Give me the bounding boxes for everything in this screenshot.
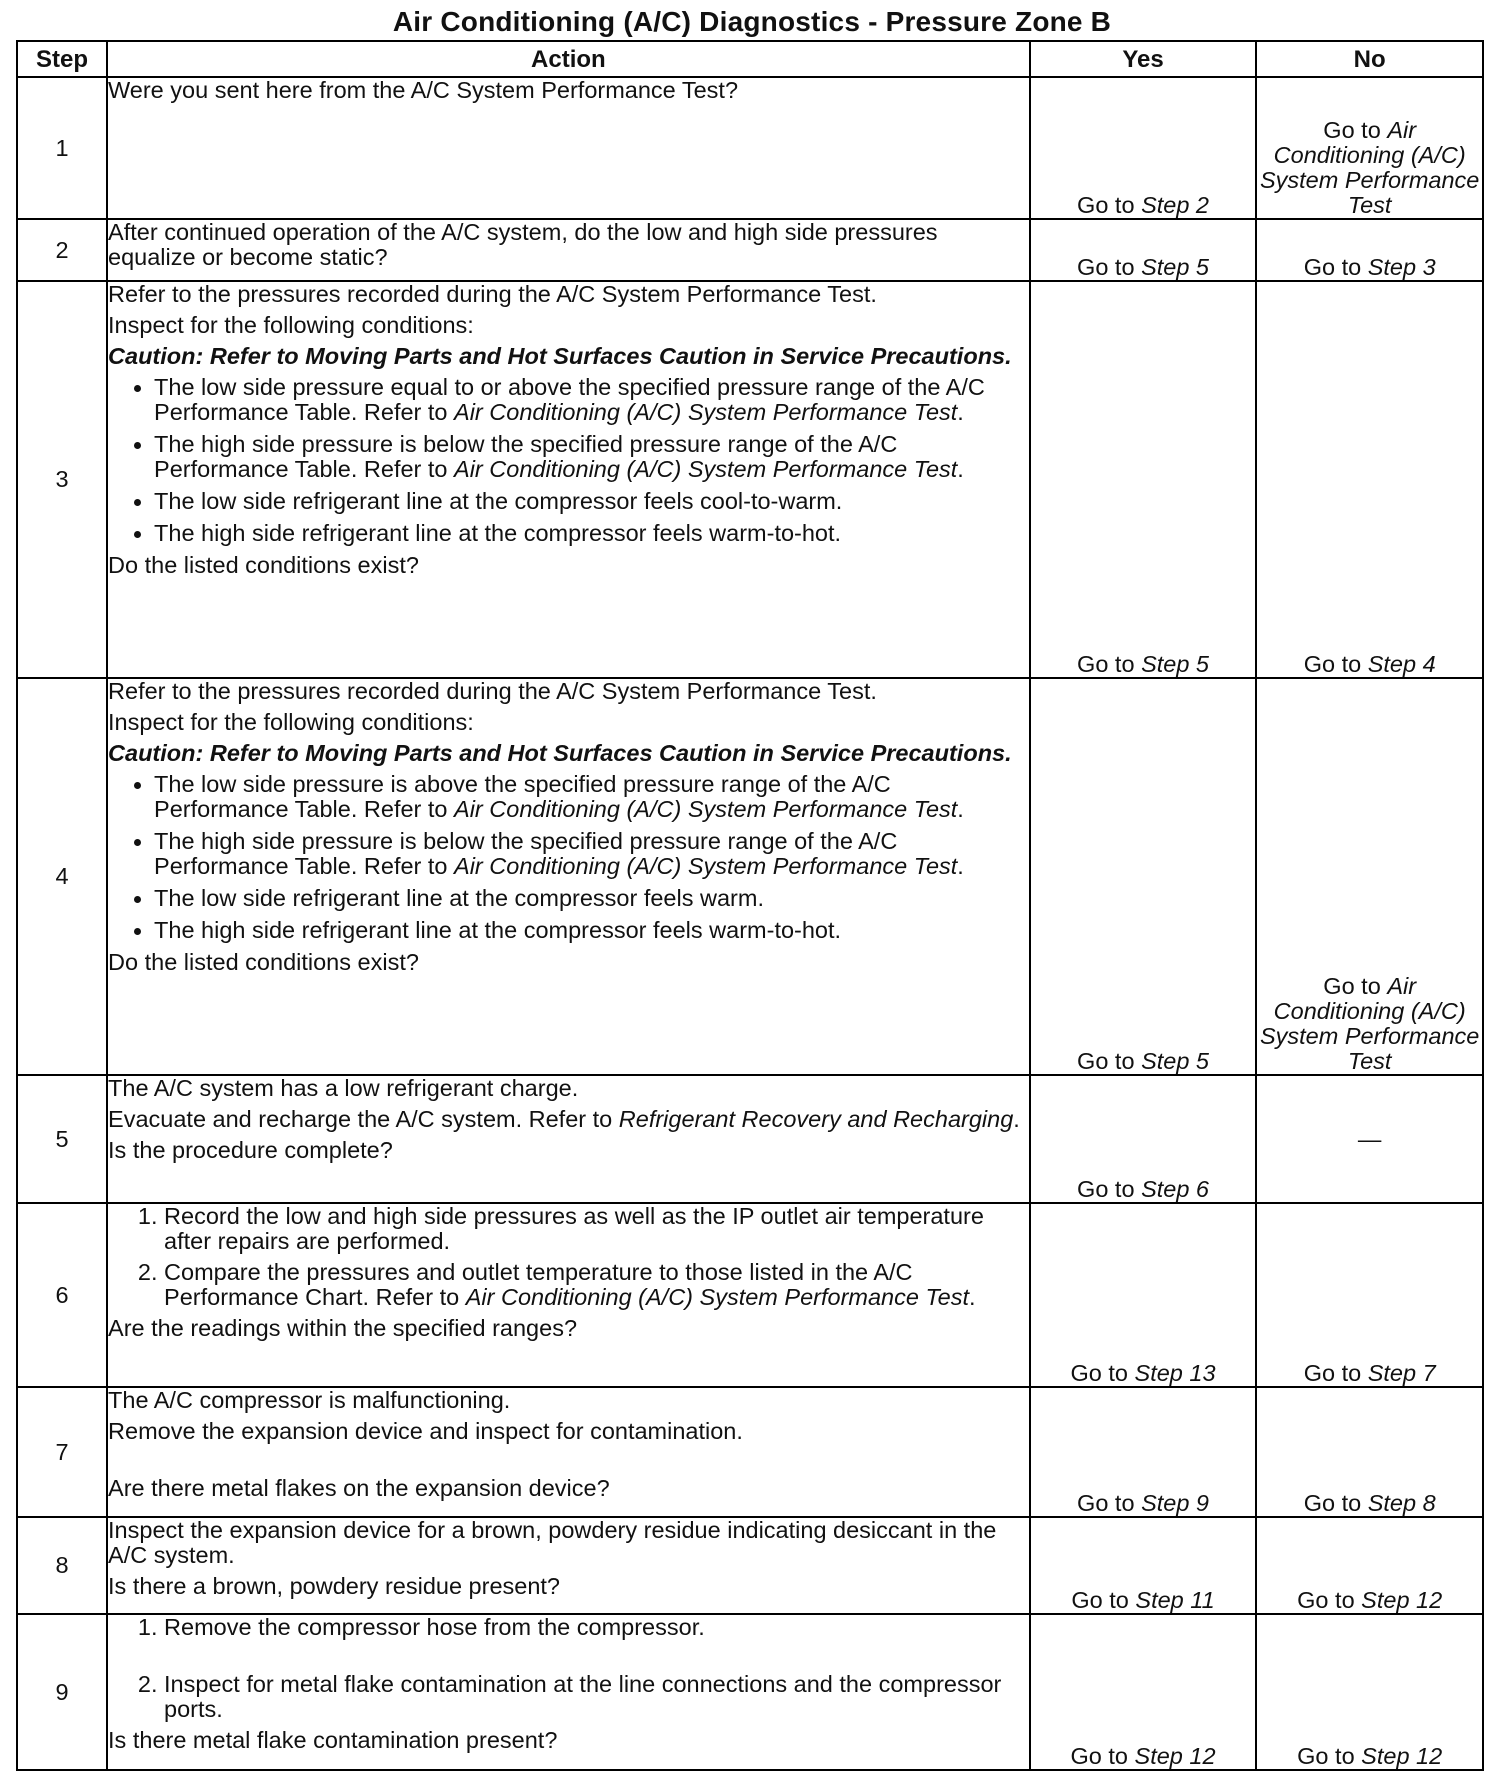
action-question: Is there a brown, powdery residue present? <box>108 1573 561 1599</box>
list-item <box>164 1672 1029 1722</box>
no-prefix: Go to <box>1323 117 1388 143</box>
action-cell <box>107 1614 1030 1770</box>
action-question: Do the listed conditions exist? <box>108 949 419 975</box>
reference-link[interactable]: Air Conditioning (A/C) System Performance Test <box>454 796 958 822</box>
step-number: 5 <box>17 1075 107 1203</box>
reference-link[interactable]: Air Conditioning (A/C) System Performance Test <box>454 456 958 482</box>
list-item-text: The low side pressure equal to or above the specified pressure range of the A/C Performance Table. Refer to <box>154 374 985 425</box>
reference-link[interactable]: Refrigerant Recovery and Recharging <box>618 1106 1014 1132</box>
header-yes: Yes <box>1030 41 1257 77</box>
action-question: Are the readings within the specified ranges? <box>108 1315 578 1341</box>
action-question: Do the listed conditions exist? <box>108 552 419 578</box>
action-cell <box>107 219 1030 281</box>
list-item-text: The low side refrigerant line at the compressor feels cool-to-warm. <box>154 488 843 514</box>
no-link[interactable]: Step 7 <box>1367 1360 1436 1386</box>
header-step: Step <box>17 41 107 77</box>
list-item-suffix: . <box>957 853 964 879</box>
yes-cell <box>1030 281 1257 678</box>
yes-cell <box>1030 1614 1257 1770</box>
reference-link[interactable]: Air Conditioning (A/C) System Performance Test <box>465 1284 969 1310</box>
caution-text: Caution: Refer to Moving Parts and Hot Surfaces Caution in Service Precautions. <box>108 740 1012 766</box>
table-row <box>17 1387 1483 1517</box>
list-item-text: Remove the compressor hose from the compressor. <box>164 1614 705 1640</box>
no-link[interactable]: Step 4 <box>1367 651 1436 677</box>
yes-prefix: Go to <box>1077 254 1142 280</box>
no-link[interactable]: Step 8 <box>1367 1490 1436 1516</box>
table-row <box>17 1075 1483 1203</box>
action-text: The A/C compressor is malfunctioning. <box>108 1387 511 1413</box>
list-item <box>154 918 1029 943</box>
yes-prefix: Go to <box>1070 1360 1135 1386</box>
action-question: Is there metal flake contamination present? <box>108 1727 558 1753</box>
no-cell <box>1256 1614 1483 1770</box>
action-cell <box>107 281 1030 678</box>
list-item <box>154 489 1029 514</box>
action-text: Refer to the pressures recorded during the A/C System Performance Test. <box>108 678 877 704</box>
table-row <box>17 219 1483 281</box>
numbered-list <box>108 1615 1029 1722</box>
action-text: Refer to the pressures recorded during the A/C System Performance Test. <box>108 281 877 307</box>
yes-prefix: Go to <box>1077 192 1142 218</box>
action-text: Remove the expansion device and inspect for contamination. <box>108 1418 743 1444</box>
diagnostic-table <box>16 40 1484 1771</box>
no-cell <box>1256 1203 1483 1387</box>
no-link[interactable]: Air Conditioning (A/C) System Performance Test <box>1259 973 1480 1074</box>
action-cell <box>107 1517 1030 1614</box>
list-item-text: The low side refrigerant line at the compressor feels warm. <box>154 885 764 911</box>
step-number: 9 <box>17 1614 107 1770</box>
no-dash: — <box>1357 1125 1382 1152</box>
list-item-suffix: . <box>957 456 964 482</box>
list-item-text: The high side pressure is below the specified pressure range of the A/C Performance Table. Refer to <box>154 431 898 482</box>
list-item-text: Record the low and high side pressures as well as the IP outlet air temperature after repairs are performed. <box>164 1203 984 1254</box>
spacer <box>108 1450 1029 1476</box>
yes-link[interactable]: Step 11 <box>1135 1587 1215 1613</box>
step-number: 8 <box>17 1517 107 1614</box>
no-prefix: Go to <box>1303 1490 1368 1516</box>
list-item-text: The high side refrigerant line at the compressor feels warm-to-hot. <box>154 917 842 943</box>
list-item-text: The high side pressure is below the specified pressure range of the A/C Performance Table. Refer to <box>154 828 898 879</box>
list-item <box>154 432 1029 482</box>
no-prefix: Go to <box>1303 254 1368 280</box>
page-title: Air Conditioning (A/C) Diagnostics - Pressure Zone B <box>392 6 1112 37</box>
step-number: 2 <box>17 219 107 281</box>
yes-link[interactable]: Step 2 <box>1141 192 1210 218</box>
action-question: After continued operation of the A/C system, do the low and high side pressures equalize or become static? <box>108 219 938 270</box>
yes-prefix: Go to <box>1070 1743 1135 1769</box>
list-item-text: Compare the pressures and outlet temperature to those listed in the A/C Performance Chart. Refer to <box>164 1259 913 1310</box>
no-prefix: Go to <box>1303 651 1368 677</box>
list-item-suffix: . <box>969 1284 976 1310</box>
yes-cell <box>1030 219 1257 281</box>
step-number: 1 <box>17 77 107 219</box>
yes-prefix: Go to <box>1077 1176 1142 1202</box>
action-text-suffix: . <box>1013 1106 1020 1132</box>
action-text: Inspect the expansion device for a brown, powdery residue indicating desiccant in the A/C system. <box>108 1517 997 1568</box>
step-number: 4 <box>17 678 107 1075</box>
action-cell <box>107 678 1030 1075</box>
no-cell <box>1256 1387 1483 1517</box>
no-cell <box>1256 1075 1483 1203</box>
reference-link[interactable]: Air Conditioning (A/C) System Performance Test <box>454 853 958 879</box>
yes-cell <box>1030 1075 1257 1203</box>
step-number: 7 <box>17 1387 107 1517</box>
header-no: No <box>1256 41 1483 77</box>
list-item-suffix: . <box>957 796 964 822</box>
step-number: 6 <box>17 1203 107 1387</box>
list-item <box>154 829 1029 879</box>
yes-prefix: Go to <box>1077 1048 1142 1074</box>
action-question: Are there metal flakes on the expansion device? <box>108 1475 610 1501</box>
list-item <box>164 1204 1029 1254</box>
no-prefix: Go to <box>1297 1587 1362 1613</box>
action-text: Inspect for the following conditions: <box>108 312 474 338</box>
yes-link[interactable]: Step 12 <box>1134 1743 1216 1769</box>
numbered-list <box>108 1204 1029 1310</box>
yes-cell <box>1030 1387 1257 1517</box>
list-item <box>154 772 1029 822</box>
no-prefix: Go to <box>1323 973 1388 999</box>
yes-link[interactable]: Step 6 <box>1141 1176 1210 1202</box>
yes-link[interactable]: Step 13 <box>1134 1360 1216 1386</box>
action-cell <box>107 1075 1030 1203</box>
step-number: 3 <box>17 281 107 678</box>
reference-link[interactable]: Air Conditioning (A/C) System Performance Test <box>454 399 958 425</box>
list-item <box>154 375 1029 425</box>
no-link[interactable]: Step 12 <box>1361 1587 1443 1613</box>
list-item-text: Inspect for metal flake contamination at the line connections and the compressor ports. <box>164 1671 1002 1722</box>
list-item <box>154 521 1029 546</box>
action-text: The A/C system has a low refrigerant charge. <box>108 1075 579 1101</box>
action-cell <box>107 77 1030 219</box>
table-row <box>17 1517 1483 1614</box>
yes-cell <box>1030 1203 1257 1387</box>
list-item-text: The low side pressure is above the specified pressure range of the A/C Performance Table. Refer to <box>154 771 891 822</box>
condition-list <box>108 772 1029 943</box>
yes-link[interactable]: Step 5 <box>1141 254 1210 280</box>
no-cell <box>1256 219 1483 281</box>
table-row <box>17 281 1483 678</box>
yes-link[interactable]: Step 5 <box>1141 651 1210 677</box>
no-link[interactable]: Step 3 <box>1367 254 1436 280</box>
action-question: Is the procedure complete? <box>108 1137 393 1163</box>
action-cell <box>107 1387 1030 1517</box>
list-item <box>164 1260 1029 1310</box>
action-cell <box>107 1203 1030 1387</box>
action-text: Inspect for the following conditions: <box>108 709 474 735</box>
list-item <box>164 1615 1029 1640</box>
table-row <box>17 77 1483 219</box>
yes-cell <box>1030 678 1257 1075</box>
list-item <box>154 886 1029 911</box>
condition-list <box>108 375 1029 546</box>
list-item-suffix: . <box>957 399 964 425</box>
no-cell <box>1256 678 1483 1075</box>
no-prefix: Go to <box>1297 1743 1362 1769</box>
yes-prefix: Go to <box>1077 651 1142 677</box>
header-action: Action <box>107 41 1030 77</box>
no-link[interactable]: Air Conditioning (A/C) System Performance Test <box>1259 117 1480 218</box>
list-item-text: The high side refrigerant line at the compressor feels warm-to-hot. <box>154 520 842 546</box>
no-link[interactable]: Step 12 <box>1361 1743 1443 1769</box>
no-prefix: Go to <box>1303 1360 1368 1386</box>
table-row <box>17 1614 1483 1770</box>
no-cell <box>1256 1517 1483 1614</box>
action-text-part: Evacuate and recharge the A/C system. Refer to <box>108 1106 619 1132</box>
table-row <box>17 1203 1483 1387</box>
header-row <box>17 41 1483 77</box>
no-cell <box>1256 77 1483 219</box>
no-cell <box>1256 281 1483 678</box>
yes-link[interactable]: Step 9 <box>1141 1490 1210 1516</box>
caution-text: Caution: Refer to Moving Parts and Hot Surfaces Caution in Service Precautions. <box>108 343 1012 369</box>
action-text <box>108 1107 1029 1132</box>
table-row <box>17 678 1483 1075</box>
yes-prefix: Go to <box>1077 1490 1142 1516</box>
yes-prefix: Go to <box>1071 1587 1136 1613</box>
yes-link[interactable]: Step 5 <box>1141 1048 1210 1074</box>
action-question: Were you sent here from the A/C System Performance Test? <box>108 77 739 103</box>
yes-cell <box>1030 1517 1257 1614</box>
yes-cell <box>1030 77 1257 219</box>
